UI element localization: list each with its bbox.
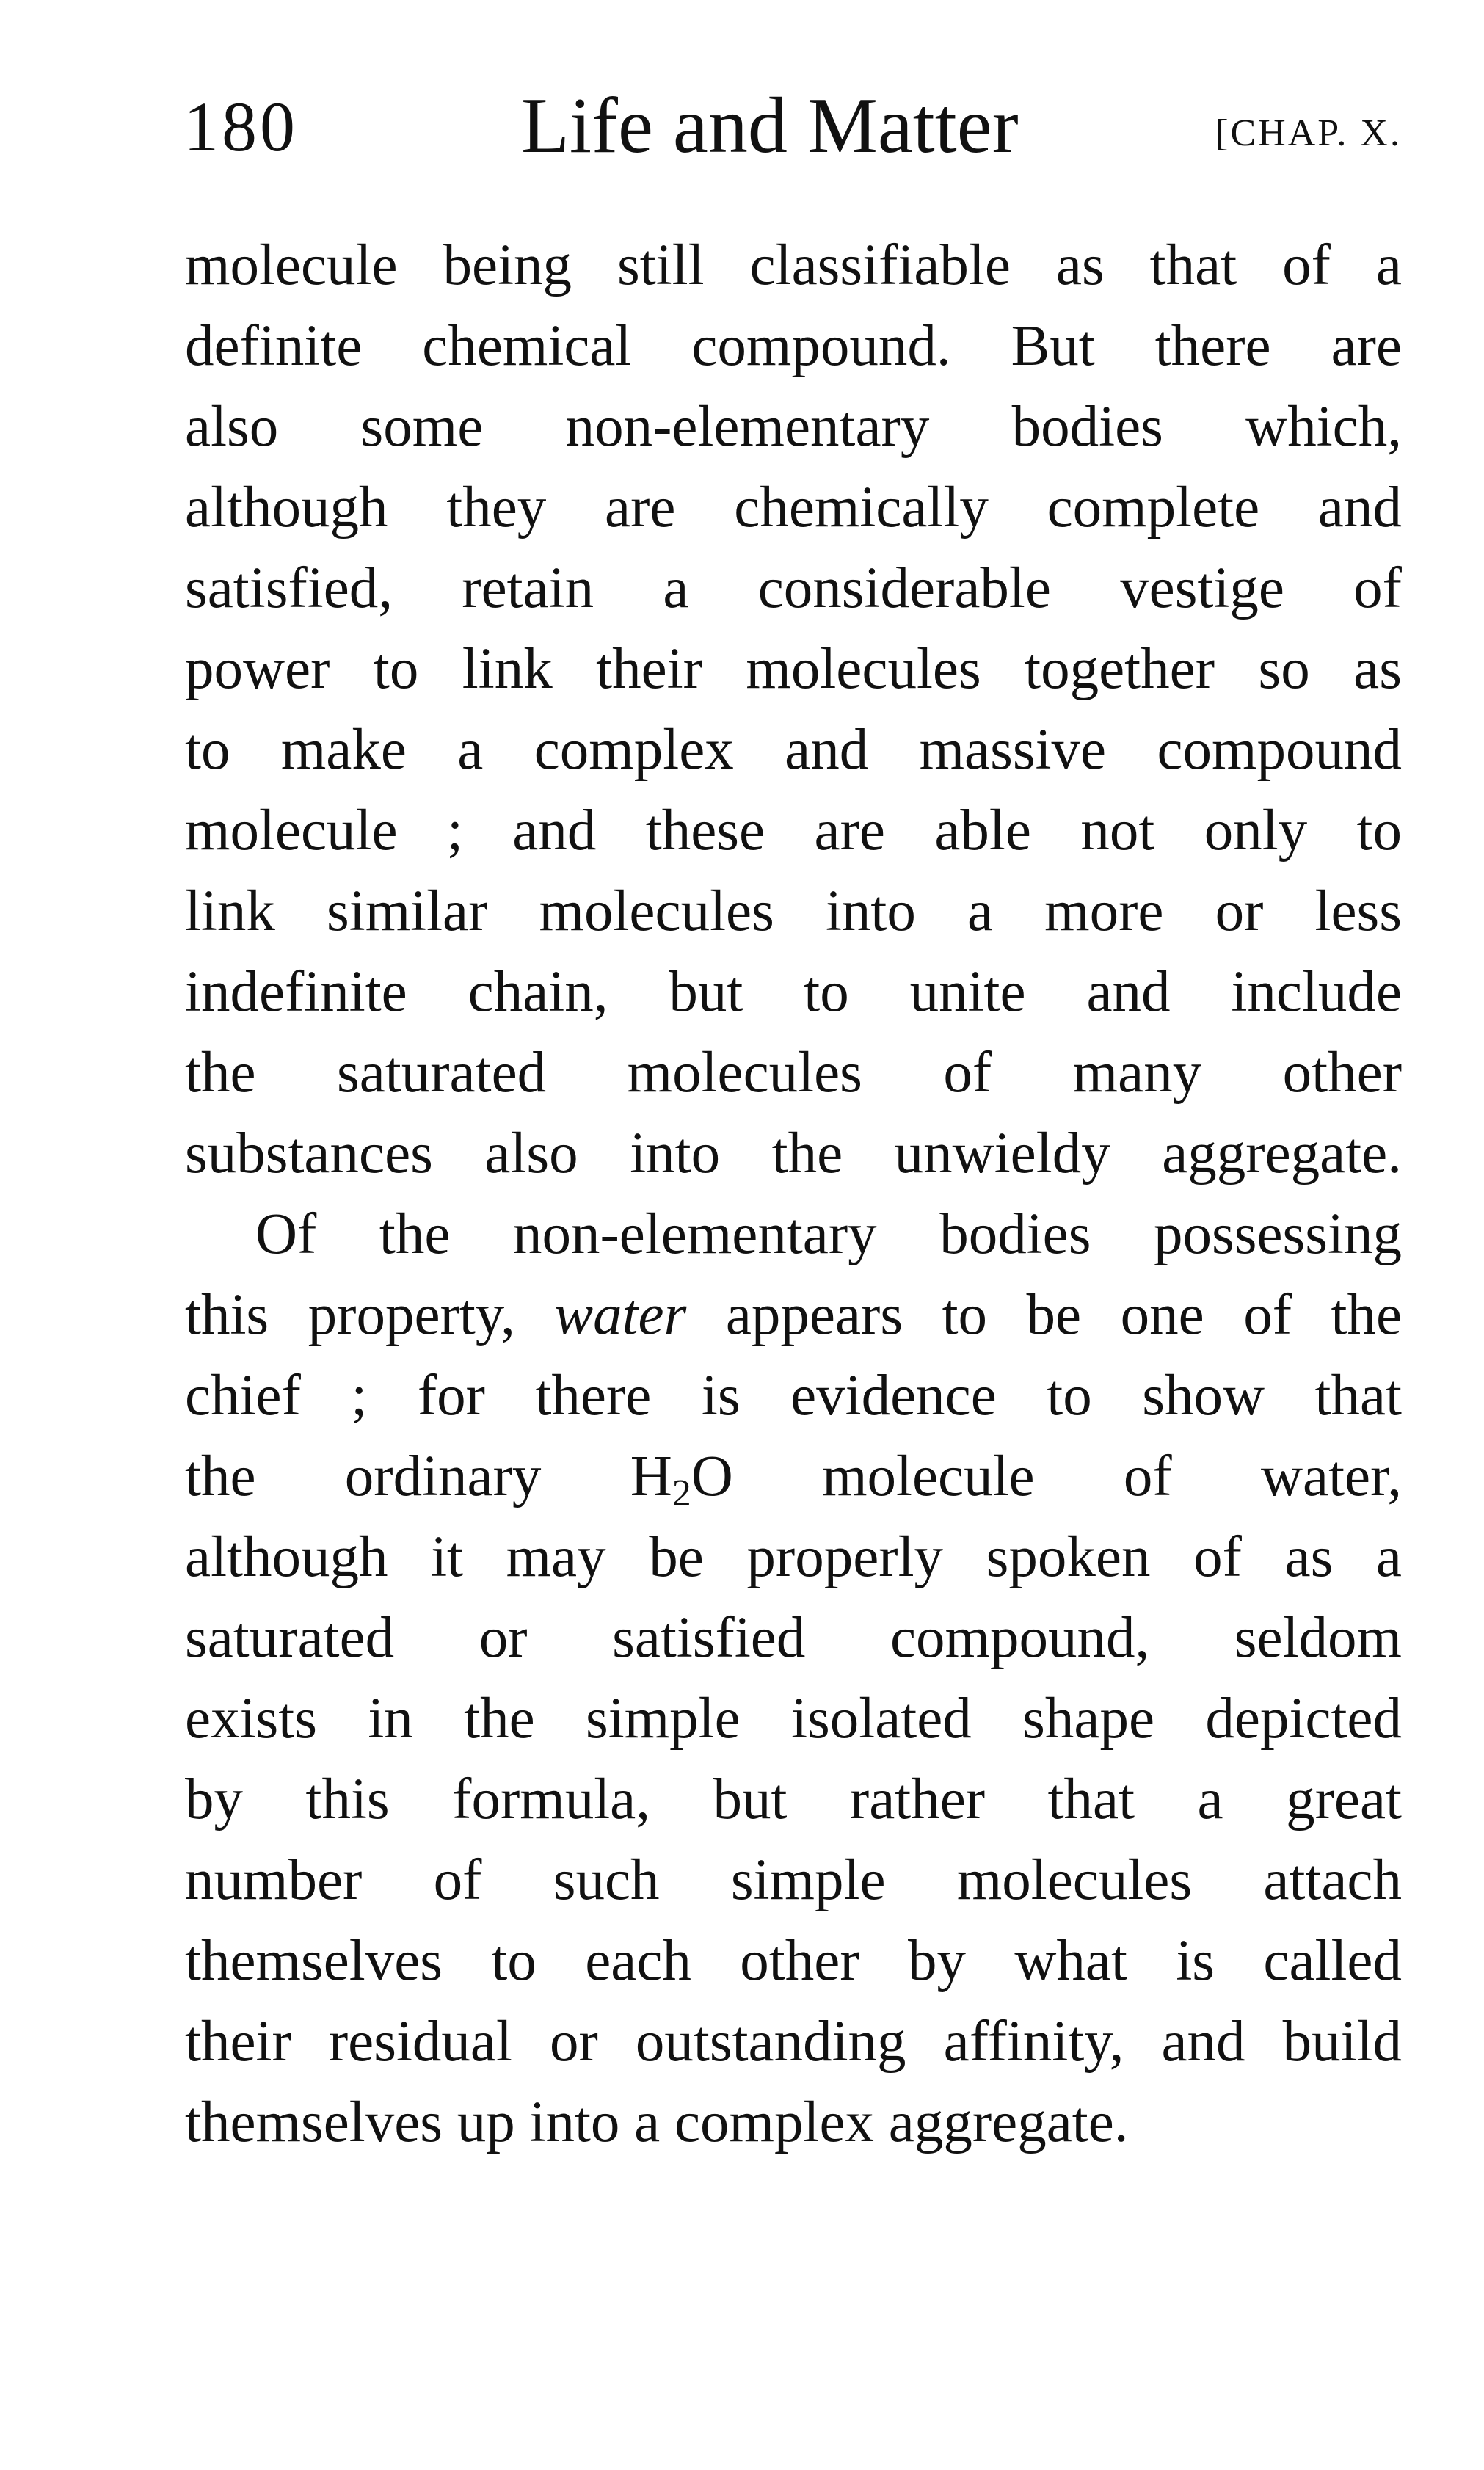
text-run: this property,: [185, 1283, 555, 1347]
text-line: their residual or outstanding affinity, and build: [185, 2010, 1402, 2074]
text-line: saturated or satisfied compound, seldom: [185, 1606, 1402, 1670]
text-line: link similar molecules into a more or less: [185, 879, 1402, 943]
text-line: number of such simple molecules attach: [185, 1848, 1402, 1912]
text-line: power to link their molecules together so as: [185, 637, 1402, 701]
chapter-label: [CHAP. X.: [1215, 112, 1402, 154]
text-line: by this formula, but rather that a great: [185, 1768, 1402, 1831]
text-line: definite chemical compound. But there are: [185, 314, 1402, 378]
body-text: [185, 225, 1402, 2163]
text-line: indefinite chain, but to unite and include: [185, 960, 1402, 1024]
text-line: although it may be properly spoken of as a: [185, 1525, 1402, 1589]
text-line: molecule being still classifiable as that of a: [185, 233, 1402, 297]
text-line: although they are chemically complete and: [185, 476, 1402, 540]
text-line: substances also into the unwieldy aggregate.: [185, 1122, 1402, 1185]
page-number: 180: [183, 87, 298, 166]
text-line: molecule ; and these are able not only to: [185, 799, 1402, 862]
text-line: themselves up into a complex aggregate.: [185, 2091, 1129, 2154]
text-run: O molecule of water,: [691, 1445, 1402, 1508]
formula-subscript: 2: [672, 1472, 691, 1514]
text-line: themselves to each other by what is called: [185, 1929, 1402, 1993]
italic-word: water: [554, 1283, 687, 1347]
page-header: [183, 73, 1402, 169]
text-line: also some non-elementary bodies which,: [185, 395, 1402, 459]
text-run: appears to be one of the: [686, 1283, 1403, 1347]
text-line: [185, 1436, 1402, 1517]
text-line: [185, 1275, 1402, 1356]
text-line: to make a complex and massive compound: [185, 718, 1402, 782]
text-line: Of the non-elementary bodies possessing: [255, 1202, 1402, 1266]
text-line: the saturated molecules of many other: [185, 1041, 1402, 1105]
text-line: chief ; for there is evidence to show that: [185, 1364, 1402, 1428]
running-title: Life and Matter: [521, 82, 1019, 170]
text-run: the ordinary H: [185, 1445, 672, 1508]
text-line: exists in the simple isolated shape depicted: [185, 1687, 1402, 1751]
text-line: satisfied, retain a considerable vestige of: [185, 556, 1402, 620]
